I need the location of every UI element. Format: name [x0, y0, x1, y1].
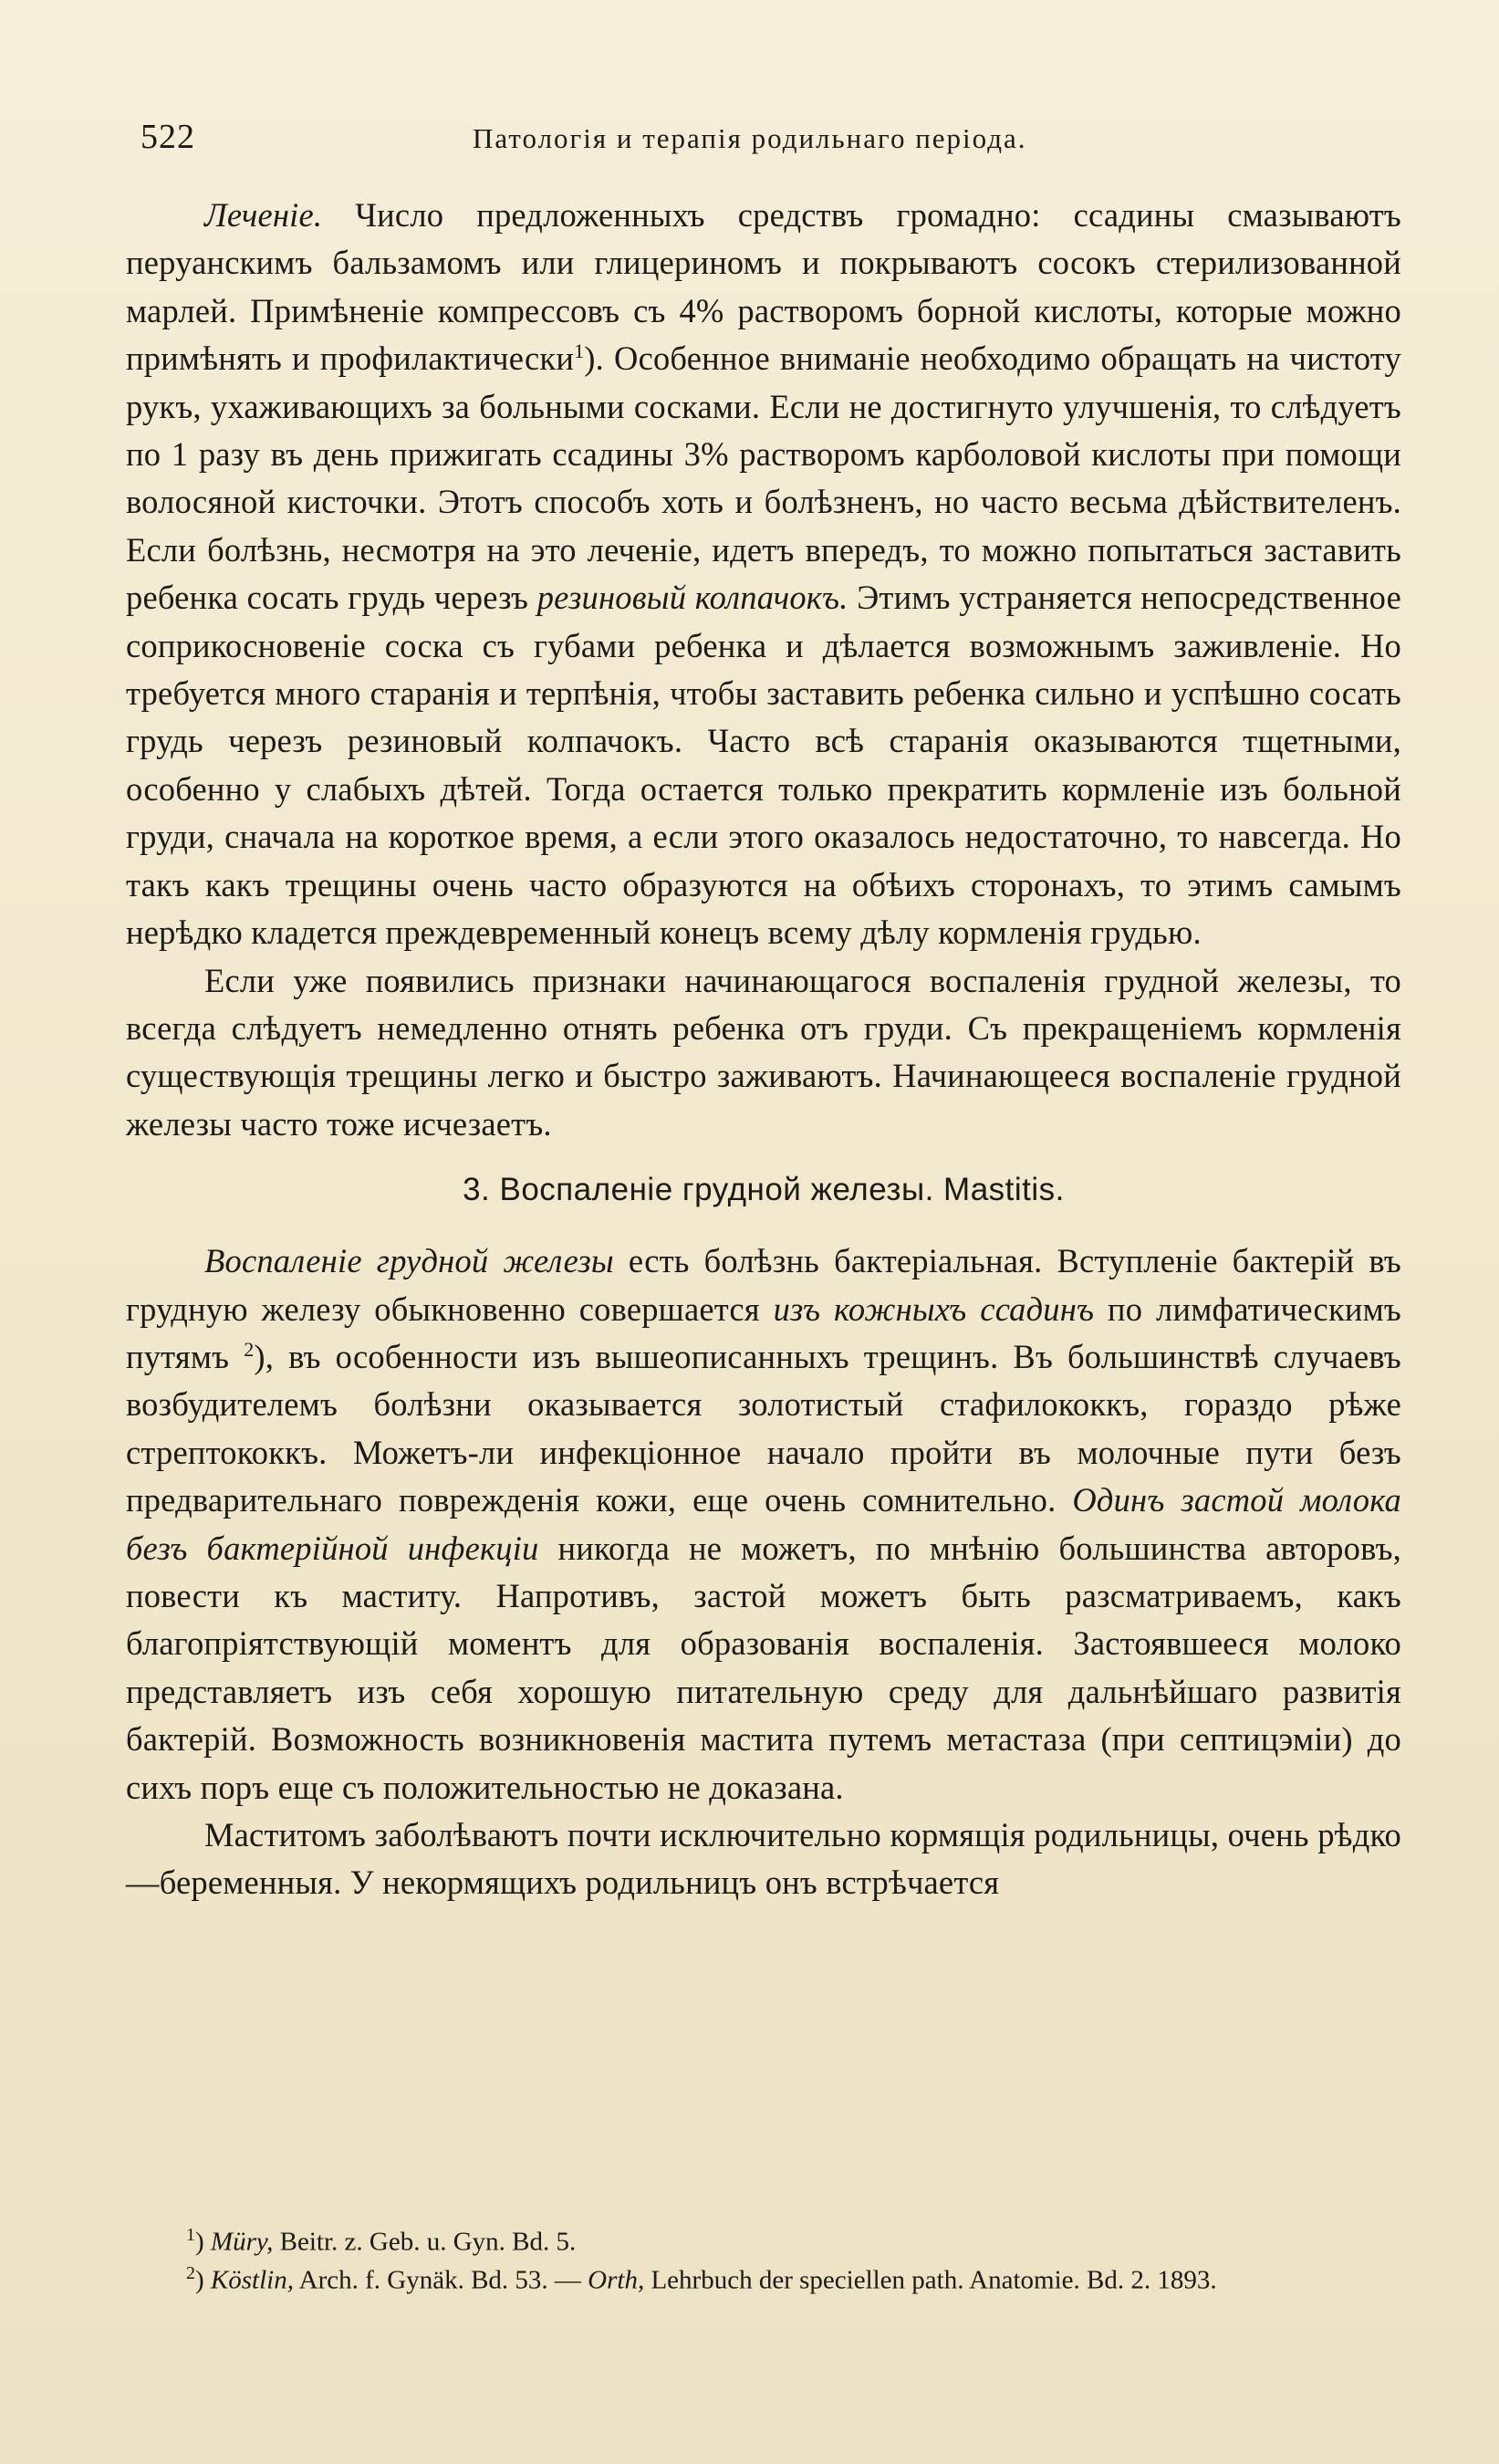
footnote-text: Lehrbuch der speciellen path. Anatomie. Bd. 2. 1893.	[644, 2265, 1217, 2295]
paragraph-text: ). Особенное вниманіе необходимо обращать на чистоту рукъ, ухаживающихъ за больными сосками. Если не достигнуто улучшенія, то слѣдуетъ по 1 разу въ день прижигать ссадины 3% растворомъ карболовой кислоты при помощи волосяной кисточки. Этотъ способъ хоть и болѣзненъ, но часто весьма дѣйствителенъ. Если болѣзнь, несмотря на это леченіе, идетъ впередъ, то можно попытаться заставить ребенка сосать грудь черезъ	[126, 339, 1401, 617]
paragraph-text: Этимъ устраняется непосредственное соприкосновеніе соска съ губами ребенка и дѣлается возможнымъ заживленіе. Но требуется много старанія и терпѣнія, чтобы заставить ребенка сильно и успѣшно сосать грудь черезъ резиновый колпачокъ. Часто всѣ старанія оказываются тщетными, особенно у слабыхъ дѣтей. Тогда остается только прекратить кормленіе изъ больной груди, сначала на короткое время, а если этого оказалось недостаточно, то навсегда. Но такъ какъ трещины очень часто образуются на обѣихъ сторонахъ, то этимъ самымъ нерѣдко кладется преждевременный конецъ всему дѣлу кормленія грудью.	[126, 579, 1401, 952]
footnote-ref-2[interactable]: 2	[244, 1337, 255, 1361]
footnote-mark: 1	[186, 2225, 195, 2245]
page-header	[126, 117, 1403, 162]
footnote-2: $^2$) Köstlin, Arch. f. Gynäk. Bd. 53. — Orth, Lehrbuch der speciellen path. Anatomie. Bd. 2. 1893.	[186, 2262, 1217, 2295]
paragraph-text: есть болѣзнь бактеріальная. Вступленіе бактерій въ грудную железу обыкновенно совершается	[126, 1242, 1401, 1328]
page-number: 522	[141, 118, 195, 156]
paragraph-text: Число предложенныхъ средствъ громадно: ссадины смазываютъ перуанскимъ бальзамомъ или глицериномъ и покрываютъ сосокъ стерилизованной марлей. Примѣненіе компрессовъ съ 4% растворомъ борной кислоты, которые можно примѣнять и профилактически	[126, 196, 1401, 378]
paragraph-emphasis: Одинъ застой молока безъ бактерійной инфекціи	[126, 1481, 1402, 1567]
paragraph-treatment	[126, 192, 1401, 957]
paragraph-emphasis: резиновый колпачокъ.	[536, 579, 848, 617]
paragraph-text: ), въ особенности изъ вышеописанныхъ трещинъ. Въ большинствѣ случаевъ возбудителемъ болѣзни оказывается золотистый стафилококкъ, гораздо рѣже стрептококкъ. Можетъ-ли инфекціонное начало пройти въ молочные пути безъ предварительнаго поврежденія кожи, еще очень сомнительно.	[126, 1337, 1401, 1519]
footnote-mark: 2	[186, 2262, 195, 2283]
section-heading-mastitis: 3. Воспаленіе грудной железы. Mastitis.	[463, 1172, 1065, 1208]
paragraph-emphasis: изъ кожныхъ ссадинъ	[773, 1289, 1095, 1328]
footnote-author: Müry,	[210, 2227, 274, 2257]
paragraph-early-inflammation: Если уже появились признаки начинающагося воспаленія грудной железы, то всегда слѣдуетъ немедленно отнять ребенка отъ груди. Съ прекращеніемъ кормленія существующія трещины легко и быстро заживаютъ. Начинающееся воспаленіе грудной железы часто тоже исчезаетъ.	[126, 961, 1401, 1143]
footnote-text: Beitr. z. Geb. u. Gyn. Bd. 5.	[273, 2227, 577, 2257]
footnote-author: Orth,	[588, 2265, 645, 2295]
paragraph-mastitis-definition	[126, 1237, 1401, 1811]
body-text	[126, 192, 1401, 1907]
footnote-author: Köstlin,	[210, 2265, 294, 2295]
paragraph-lead-italic: Леченіе.	[204, 196, 323, 234]
footnote-text: Arch. f. Gynäk. Bd. 53. —	[293, 2265, 588, 2295]
running-title: Патологія и терапія родильнаго періода.	[473, 122, 1027, 154]
paragraph-text: по лимфатическимъ путямъ	[126, 1289, 1401, 1375]
paragraph-mastitis-incidence: Маститомъ заболѣваютъ почти исключительно кормящія родильницы, очень рѣдко—беременныя. У некормящихъ родильницъ онъ встрѣчается	[126, 1816, 1401, 1902]
footnote-1: $^1$) Müry, Beitr. z. Geb. u. Gyn. Bd. 5.	[186, 2225, 577, 2257]
footnote-ref-1[interactable]: 1	[574, 339, 585, 363]
paragraph-emphasis: Воспаленіе грудной железы	[204, 1242, 614, 1280]
paragraph-text: никогда не можетъ, по мнѣнію большинства авторовъ, повести къ маститу. Напротивъ, застой можетъ быть разсматриваемъ, какъ благопріятствующій моментъ для образованія воспаленія. Застоявшееся молоко представляетъ изъ себя хорошую питательную среду для дальнѣйшаго развитія бактерій. Возможность возникновенія мастита путемъ метастаза (при септицэміи) до сихъ поръ еще съ положительностью не доказана.	[126, 1529, 1401, 1806]
footnotes	[126, 2219, 1401, 2295]
